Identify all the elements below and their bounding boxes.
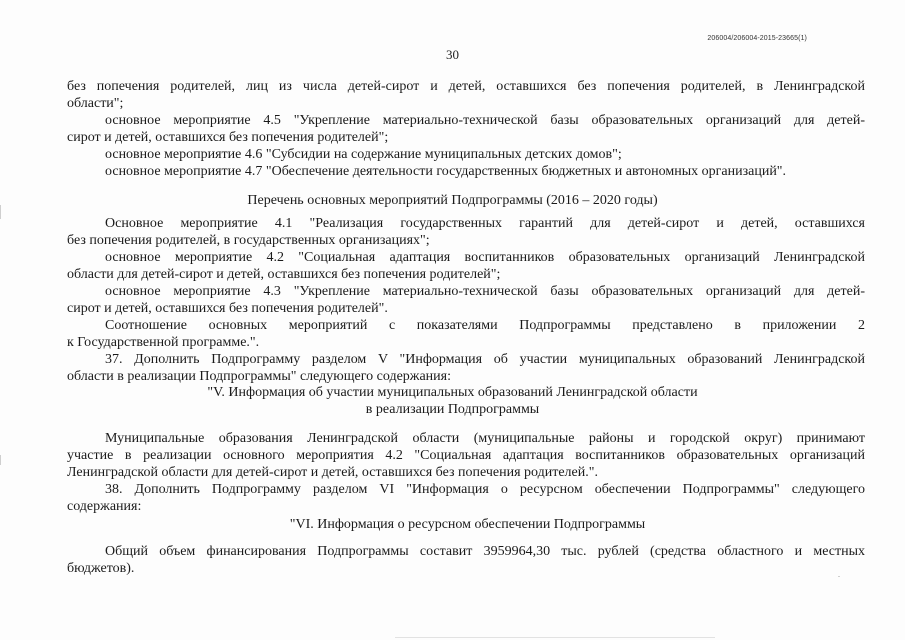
text-line: области для детей-сирот и детей, оставшихся без попечения родителей"; <box>67 267 501 282</box>
paragraph-block-4 <box>67 543 865 577</box>
text-line: Основное мероприятие 4.1 "Реализация государственных гарантий для детей-сирот и детей, оставшихся <box>105 216 865 231</box>
text-line: основное мероприятие 4.5 "Укрепление материально-технической базы образовательных организаций для детей- <box>105 113 865 128</box>
text-line: без попечения родителей, лиц из числа детей-сирот и детей, оставшихся без попечения родителей, в Ленинградской <box>67 79 865 94</box>
text-line: основное мероприятие 4.3 "Укрепление материально-технической базы образовательных организаций для детей- <box>105 284 865 299</box>
text-line: области"; <box>67 96 124 111</box>
text-line: основное мероприятие 4.2 "Социальная адаптация воспитанников образовательных организаций Ленинградской <box>105 250 865 265</box>
text-line: области в реализации Подпрограммы" следующего содержания: <box>67 369 451 384</box>
text-line: основное мероприятие 4.7 "Обеспечение деятельности государственных бюджетных и автономных организаций". <box>105 164 787 179</box>
text-line: сирот и детей, оставшихся без попечения родителей". <box>67 301 388 316</box>
section-heading-v-line1: "V. Информация об участии муниципальных образований Ленинградской области <box>207 385 698 400</box>
text-line: 37. Дополнить Подпрограмму разделом V "Информация об участии муниципальных образований Ленинградской <box>105 352 865 367</box>
text-line: Ленинградской области для детей-сирот и детей, оставшихся без попечения родителей.". <box>67 465 598 480</box>
text-line: сирот и детей, оставшихся без попечения родителей"; <box>67 130 389 145</box>
text-line: участие в реализации основного мероприятия 4.2 "Социальная адаптация воспитанников образовательных организаций <box>67 448 865 463</box>
scan-artifact <box>0 455 1 465</box>
scan-artifact <box>0 205 1 219</box>
text-line: 38. Дополнить Подпрограмму разделом VI "Информация о ресурсном обеспечении Подпрограммы" следующего <box>105 482 865 497</box>
text-line: без попечения родителей, в государственных организациях"; <box>67 233 430 248</box>
section-heading-vi: "VI. Информация о ресурсном обеспечении Подпрограммы <box>289 517 646 532</box>
document-id: 206004/206004-2015-23665(1) <box>707 35 807 42</box>
text-line: Соотношение основных мероприятий с показателями Подпрограммы представлено в приложении 2 <box>105 318 865 333</box>
paragraph-block-3 <box>67 430 865 515</box>
scan-artifact <box>838 576 840 577</box>
scan-artifact <box>395 637 715 638</box>
text-line: бюджетов). <box>67 561 135 576</box>
section-heading-list: Перечень основных мероприятий Подпрограммы (2016 – 2020 годы) <box>247 193 658 208</box>
section-heading-v-line2: в реализации Подпрограммы <box>365 402 540 417</box>
paragraph-block-1 <box>67 78 865 180</box>
paragraph-block-2 <box>67 215 865 385</box>
page-number: 30 <box>446 47 459 62</box>
text-line: Общий объем финансирования Подпрограммы составит 3959964,30 тыс. рублей (средства областного и местных <box>105 544 865 559</box>
text-line: Муниципальные образования Ленинградской области (муниципальные районы и городской округ) принимают <box>105 431 865 446</box>
text-line: основное мероприятие 4.6 "Субсидии на содержание муниципальных детских домов"; <box>105 147 622 162</box>
text-line: содержания: <box>67 499 142 514</box>
text-line: к Государственной программе.". <box>67 335 260 350</box>
